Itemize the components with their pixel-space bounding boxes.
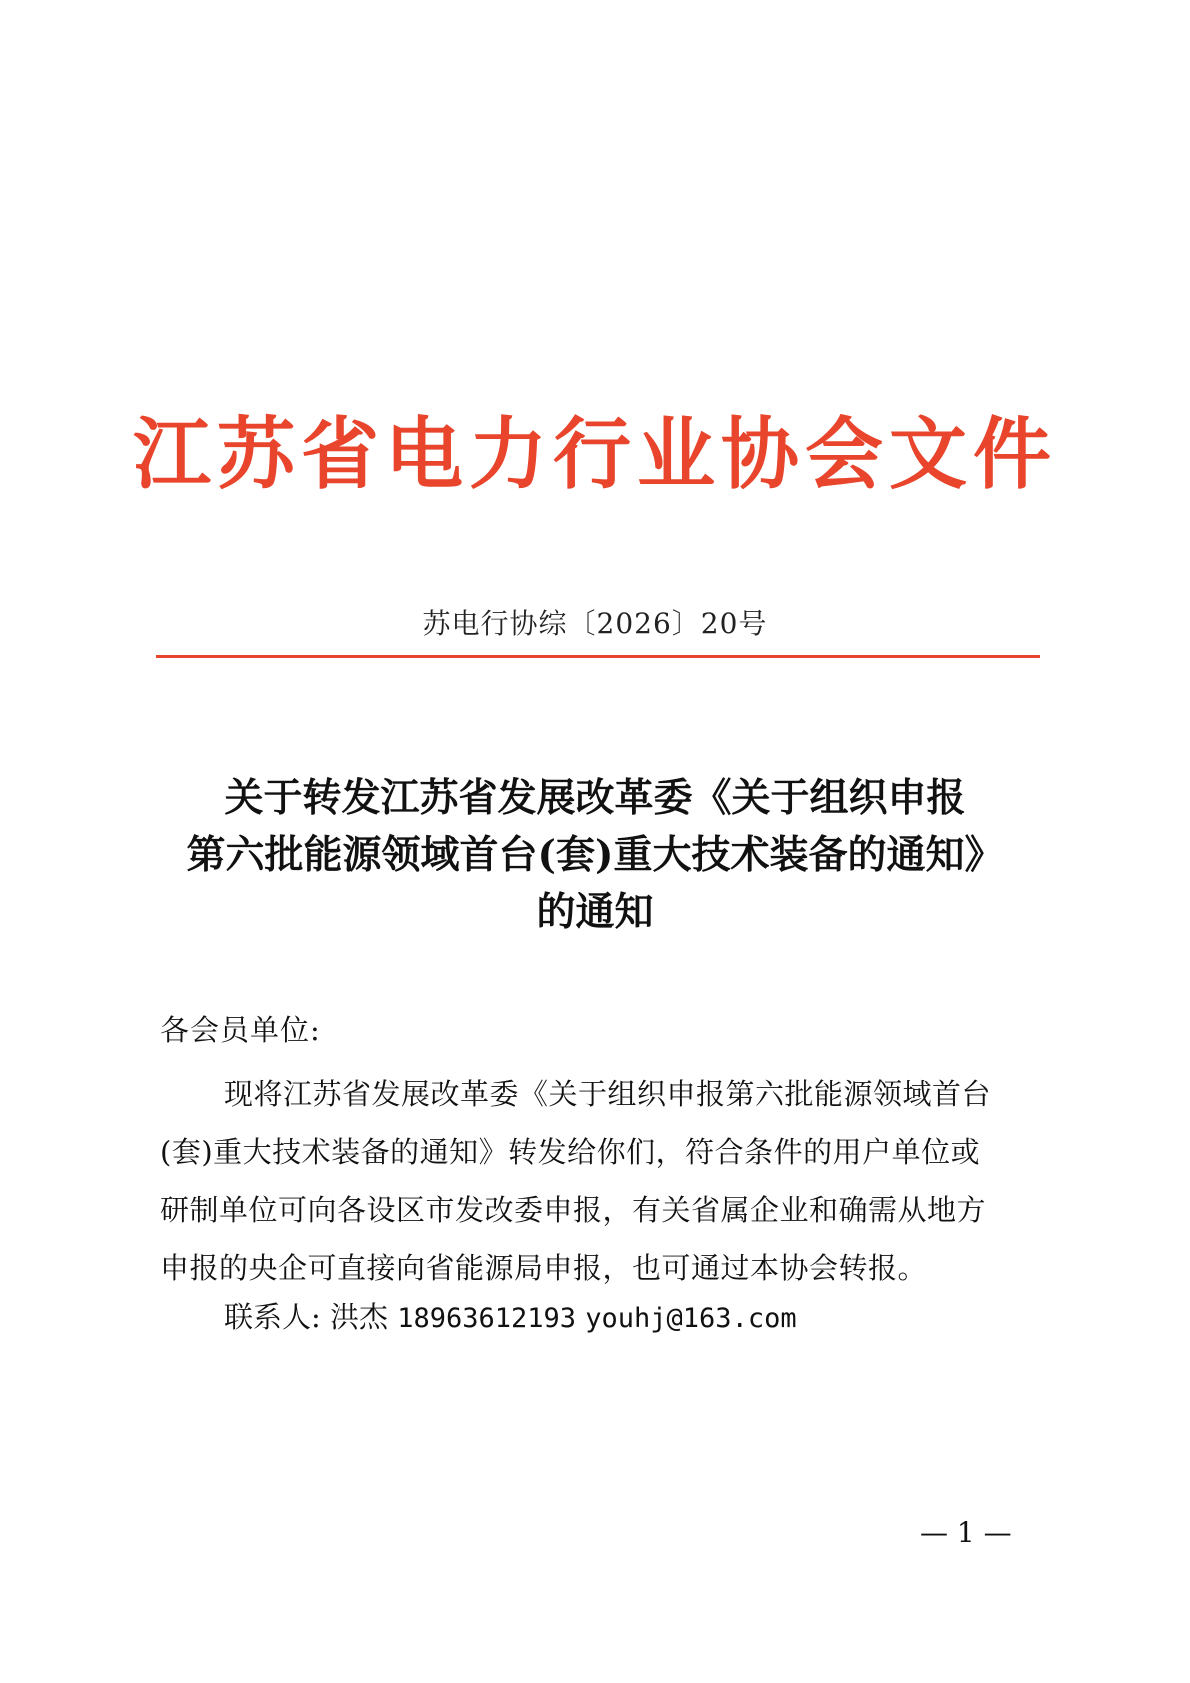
masthead-title: 江苏省电力行业协会文件 [132,409,1057,500]
notice-title [140,770,1050,941]
body-text [160,1065,1040,1297]
body-line: 现将江苏省发展改革委《关于组织申报第六批能源领域首台 [224,1077,992,1111]
page-number: — 1 — [920,1516,1012,1549]
body-line: 研制单位可向各设区市发改委申报，有关省属企业和确需从地方 [160,1193,987,1227]
addressee: 各会员单位: [160,1013,321,1047]
title-line: 的通知 [536,889,654,935]
contact-name: 洪杰 [330,1300,389,1334]
body-line: 申报的央企可直接向省能源局申报，也可通过本协会转报。 [160,1251,928,1285]
document-number: 苏电行协综〔2026〕20号 [422,607,768,640]
contact-label: 联系人: [224,1300,321,1334]
red-divider-line [156,655,1040,658]
title-line: 关于转发江苏省发展改革委《关于组织申报 [224,775,966,821]
title-line: 第六批能源领域首台(套)重大技术装备的通知》 [186,832,1004,878]
body-line: (套)重大技术装备的通知》转发给你们，符合条件的用户单位或 [160,1135,981,1169]
contact-email: youhj@163.com [585,1303,797,1334]
contact-phone: 18963612193 [397,1303,577,1334]
contact-line [224,1297,797,1339]
